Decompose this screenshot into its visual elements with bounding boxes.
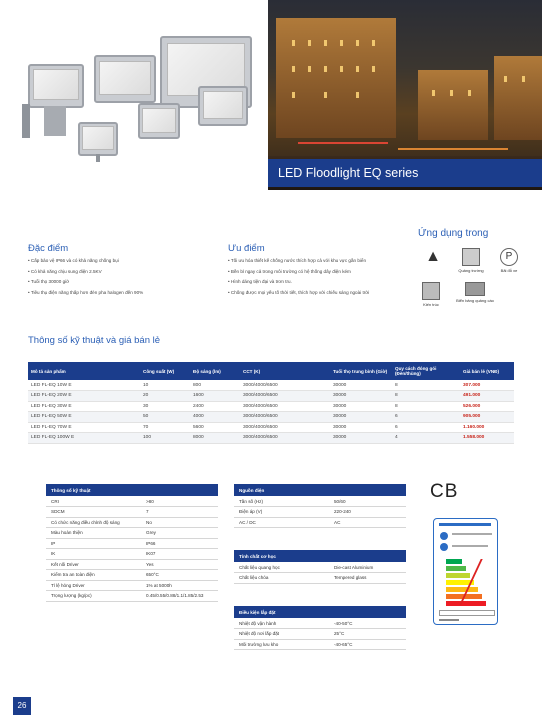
list-item: • Tiêu thụ điện năng thấp hơn đèn pha halogen đến 90% — [28, 288, 143, 299]
table-row: Trọng lượng (kg/pc) 0.45/0.55/0.88/1.1/1.85/2.53 — [46, 591, 218, 602]
spec-title: Tính chất cơ học — [234, 550, 406, 562]
table-row: IK IK07 — [46, 549, 218, 560]
app-item: Biển bảng quảng cáo — [450, 282, 500, 303]
floodlight-small — [198, 86, 248, 126]
table-row: Chất liệu quang học Die-cast Aluminium — [234, 562, 406, 573]
list-item: • Cấp bảo vệ IP66 và có khả năng chống bụi — [28, 256, 143, 267]
advantages-title: Ưu điểm — [228, 243, 265, 254]
table-row: Môi trường lưu kho -40-65°C — [234, 639, 406, 650]
list-item: • Bền bỉ ngay cả trong môi trường có hệ thống dây điện kém — [228, 267, 369, 278]
floodlight-medium — [94, 55, 156, 103]
list-item: • Tuổi thọ 30000 giờ — [28, 277, 143, 288]
column-header: Công suất (W) — [140, 362, 190, 380]
table-row: Nhiệt độ nơi lắp đặt 25°C — [234, 629, 406, 640]
features-title: Đặc điểm — [28, 243, 69, 254]
parking-icon: P — [500, 248, 518, 266]
table-row: Nhiệt độ vận hành -40-50°C — [234, 618, 406, 629]
building-icon — [462, 248, 480, 266]
app-item: Kiến trúc — [406, 282, 456, 307]
page-number: 26 — [13, 697, 31, 715]
floodlight-small — [78, 122, 118, 156]
column-header: Giá bán lẻ (VNĐ) — [460, 362, 514, 380]
energy-label-image — [433, 518, 498, 625]
table-row: Điện áp (V) 220-240 — [234, 507, 406, 518]
table-row: Màu hoàn thiện Grey — [46, 528, 218, 539]
table-row: LED FL-EQ 70W E 70 5600 3000/4000/6500 30000 6 1.160.000 — [28, 422, 514, 433]
spec-tech-table — [46, 484, 218, 602]
tree-icon: ▲ — [425, 248, 441, 265]
table-row: LED FL-EQ 50W E 50 4000 3000/4000/6500 30000 6 905.000 — [28, 412, 514, 423]
spec-title: Thông số kỹ thuật — [46, 484, 218, 496]
column-header: CCT (K) — [240, 362, 330, 380]
list-item: • Hình dáng tiện đại và trơn tru. — [228, 277, 369, 288]
billboard-icon — [465, 282, 485, 296]
column-header: Quy cách đóng gói (Đèn/thùng) — [392, 362, 460, 380]
spec-optic-table — [234, 550, 406, 584]
floodlight-small — [138, 103, 180, 139]
list-item: • Tối ưu hóa thiết kế chống nước thích hợp cả với khu vực gần biển — [228, 256, 369, 267]
table-row: AC / DC AC — [234, 517, 406, 528]
table-row: Chất liệu chóa Tempered glass — [234, 573, 406, 584]
app-item: P Bãi đỗ xe — [484, 248, 534, 273]
series-caption: LED Floodlight EQ series — [268, 159, 542, 187]
architecture-icon — [422, 282, 440, 300]
spec-title: Điều kiện lắp đặt — [234, 606, 406, 618]
table-row: LED FL-EQ 20W E 20 1600 3000/4000/6500 30000 8 491.000 — [28, 391, 514, 402]
app-item: Quảng trường — [446, 248, 496, 273]
column-header: Tuổi thọ trung bình (Giờ) — [330, 362, 392, 380]
cb-certification-mark: CB — [430, 481, 459, 502]
table-row: Có chức năng điều chỉnh độ sáng No — [46, 517, 218, 528]
table-row: CRI >80 — [46, 496, 218, 507]
column-header: Độ sáng (lm) — [190, 362, 240, 380]
table-row: Kết nối Driver Yes — [46, 559, 218, 570]
price-table — [28, 362, 514, 444]
table-header-row — [28, 362, 514, 380]
table-row: LED FL-EQ 100W E 100 8000 3000/4000/6500 30000 4 1.558.000 — [28, 433, 514, 444]
list-item: • Chống được mọi yếu tố thời tiết, thích hợp với chiếu sáng ngoài trời — [228, 288, 369, 299]
advantages-list — [228, 256, 369, 298]
table-row: Kiểm tra an toàn điện 650°C — [46, 570, 218, 581]
table-row: LED FL-EQ 30W E 30 2400 3000/4000/6500 30000 8 526.000 — [28, 401, 514, 412]
features-list — [28, 256, 143, 298]
spec-env-table — [234, 606, 406, 650]
list-item: • Có khả năng chịu sung điện 2.5KV — [28, 267, 143, 278]
product-image — [0, 0, 268, 190]
table-row: SDCM 7 — [46, 507, 218, 518]
table-row: LED FL-EQ 10W E 10 800 3000/4000/6500 30000 8 307.000 — [28, 380, 514, 391]
table-row: Tỉ lệ hỏng Driver 1% at 5000h — [46, 580, 218, 591]
floodlight-medium — [28, 64, 84, 108]
spec-title: Nguồn điện — [234, 484, 406, 496]
column-header: Mô tả sản phẩm — [28, 362, 140, 380]
applications-title: Ứng dụng trong — [418, 228, 489, 239]
table-row: Tần số (Hz) 50/60 — [234, 496, 406, 507]
spec-power-table — [234, 484, 406, 528]
table-row: IP IP66 — [46, 538, 218, 549]
price-table-title: Thông số kỹ thuật và giá bán lẻ — [28, 335, 161, 346]
